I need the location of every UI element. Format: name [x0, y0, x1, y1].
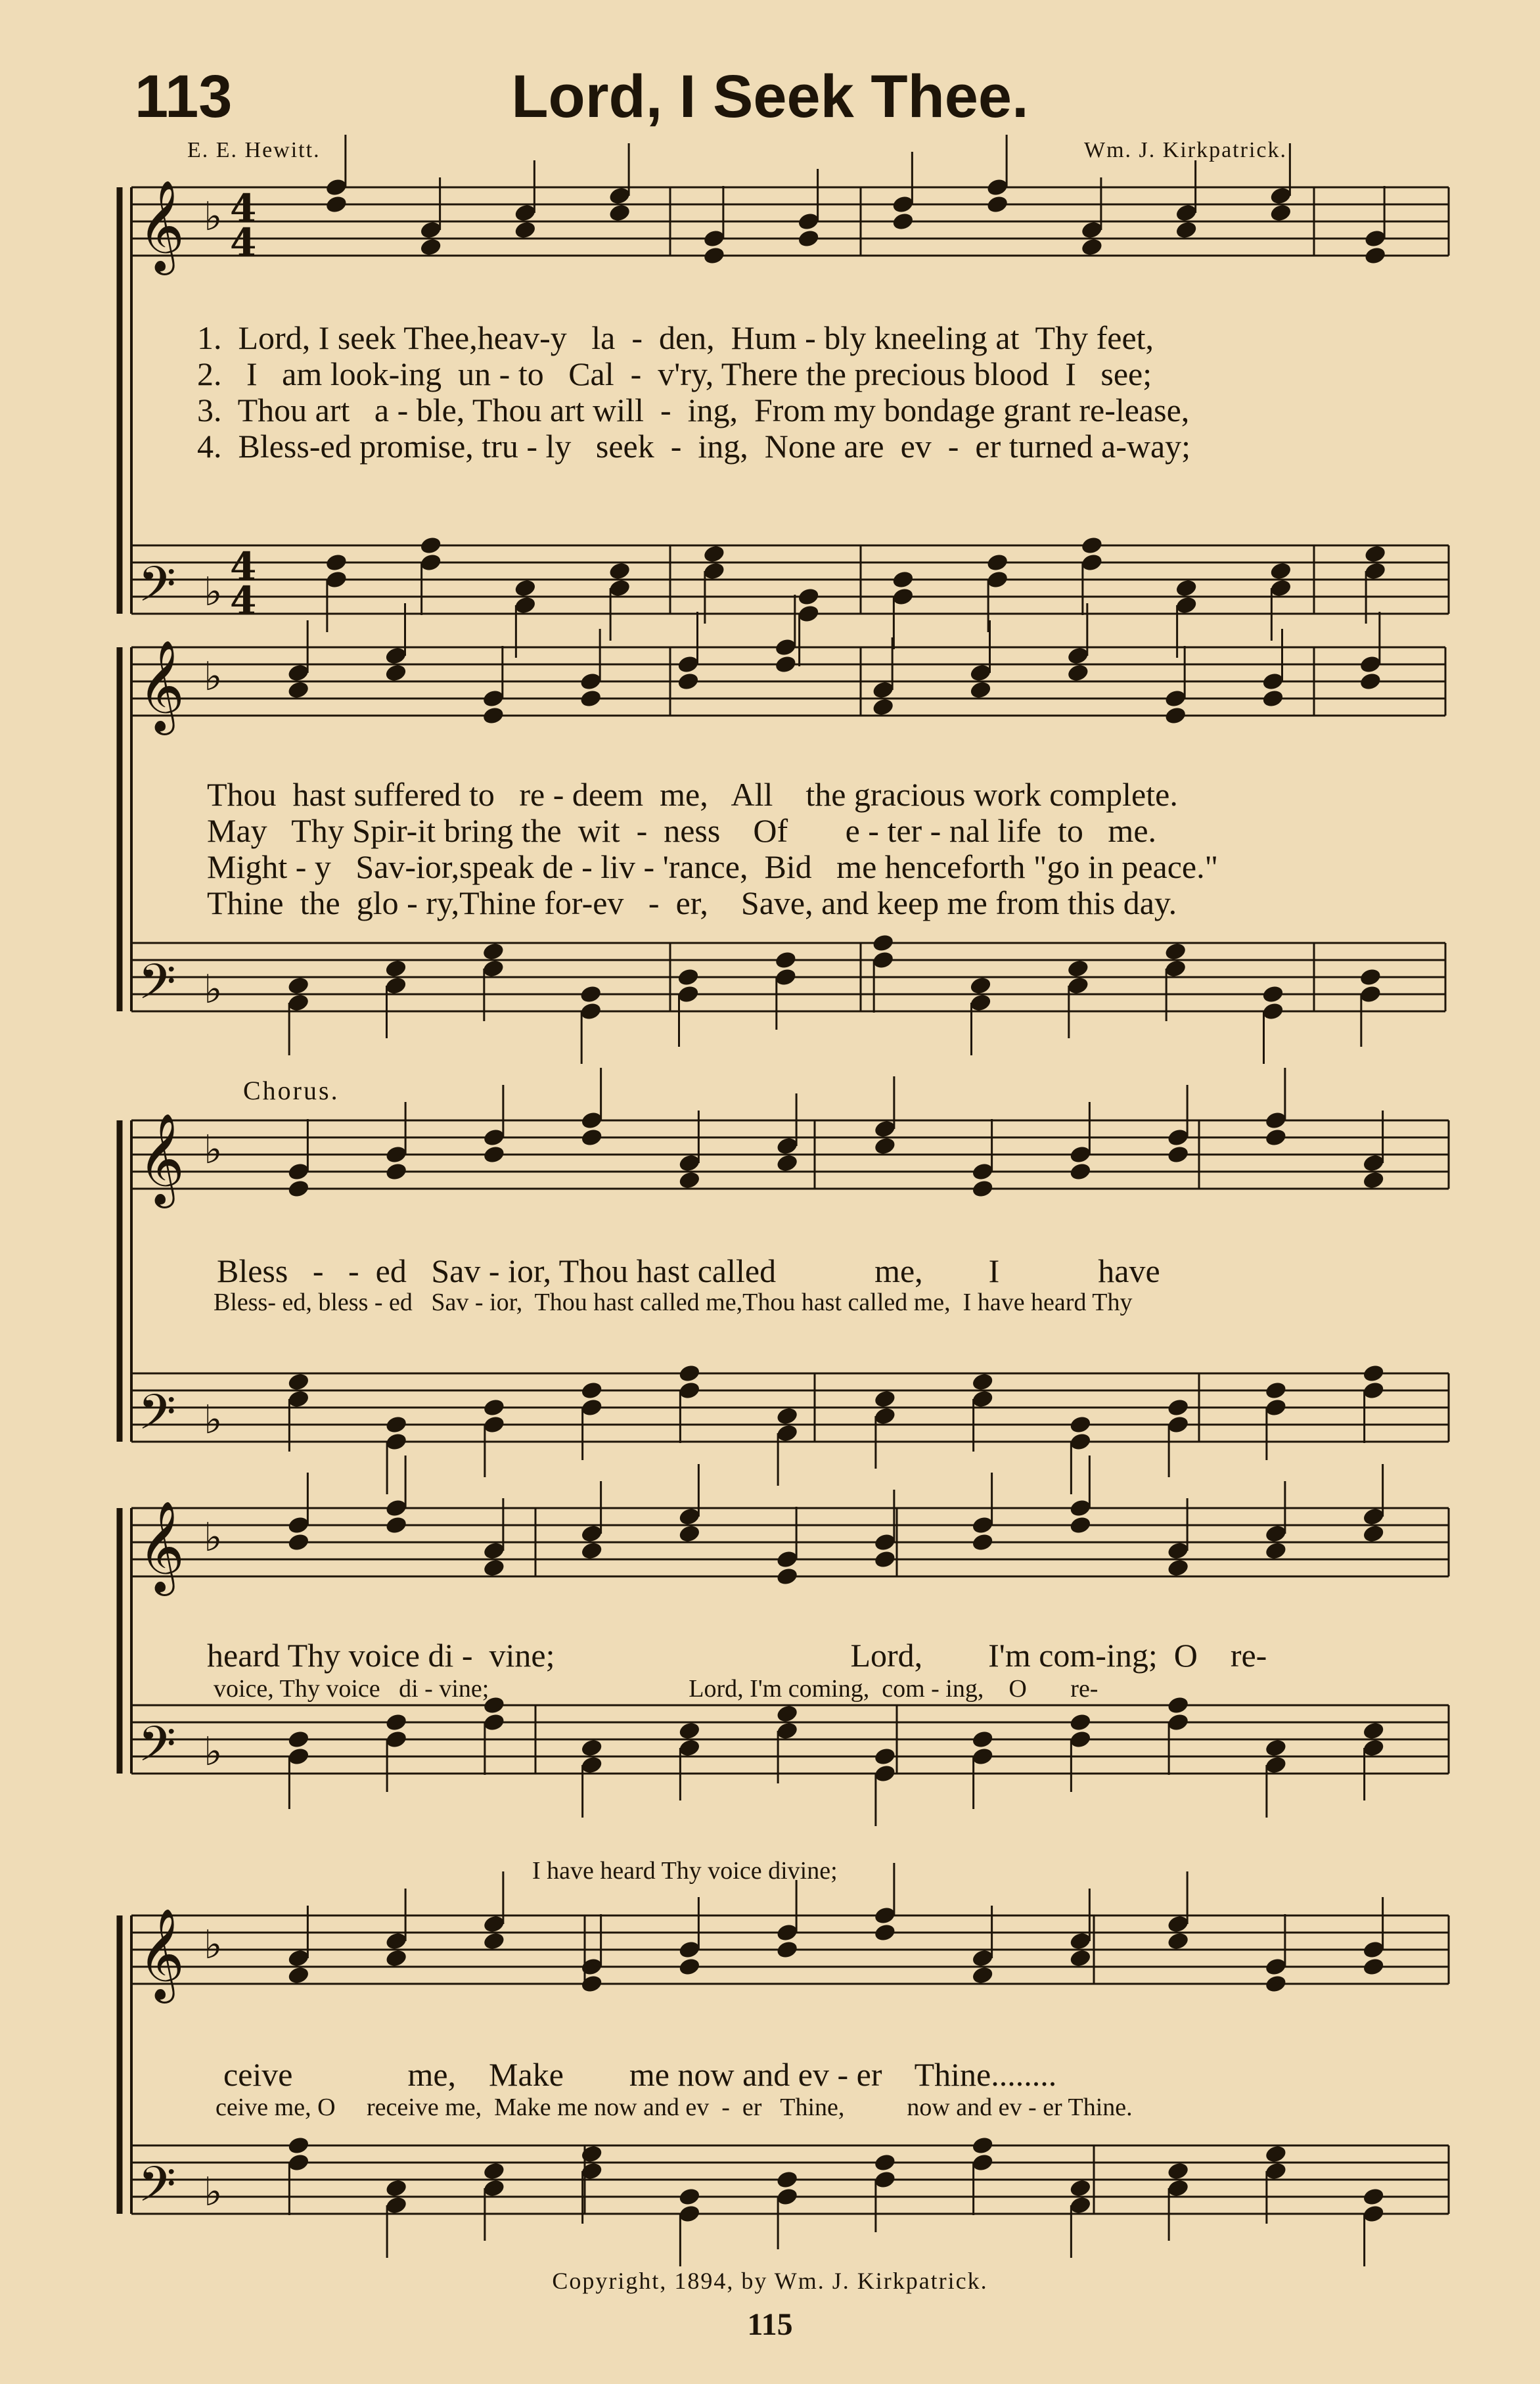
notehead: [384, 959, 408, 979]
notehead: [677, 672, 700, 692]
notehead: [286, 680, 310, 700]
notehead: [384, 1162, 408, 1182]
notehead: [287, 1730, 311, 1750]
flat-icon: ♭: [204, 654, 223, 700]
notehead: [1175, 578, 1198, 599]
notehead: [482, 1931, 506, 1952]
composer-credit: Wm. J. Kirkpatrick.: [1084, 138, 1287, 162]
chorus-line-3-alt-lyrics: ceive me, O receive me, Make me now and ev - er Thine, now and ev - er Thine.: [215, 2094, 1133, 2121]
verse-2-line-2: May Thy Spir-it bring the wit - ness Of e - ter - nal life to me.: [207, 812, 1157, 849]
notehead: [1264, 1974, 1288, 1994]
notehead: [514, 578, 537, 599]
notehead: [774, 950, 798, 971]
notehead: [1166, 1398, 1190, 1418]
notehead: [608, 561, 631, 582]
notehead: [384, 663, 408, 683]
notehead: [1269, 203, 1293, 223]
notehead: [873, 1136, 897, 1157]
notehead: [287, 2136, 311, 2156]
notehead: [873, 1923, 897, 1943]
notehead: [579, 984, 602, 1005]
notehead: [287, 1965, 311, 1986]
notehead: [797, 229, 821, 249]
flat-icon: ♭: [204, 1127, 223, 1173]
flat-icon: ♭: [204, 1729, 223, 1775]
notehead: [482, 942, 505, 962]
treble-clef-icon: 𝄞: [138, 640, 185, 731]
notehead: [775, 1704, 799, 1724]
notehead: [1069, 2178, 1093, 2199]
notehead: [580, 1738, 604, 1758]
notehead: [873, 1747, 897, 1767]
notehead: [287, 1179, 311, 1199]
treble-clef-icon: 𝄞: [138, 1908, 185, 2000]
bass-clef-icon: 𝄢: [138, 1384, 176, 1453]
treble-clef-icon: 𝄞: [138, 1501, 185, 1592]
verse-4-line-1: 4. Bless-ed promise, tru - ly seek - ing, None are ev - er turned a-way;: [197, 428, 1191, 465]
notehead: [1362, 1170, 1386, 1191]
notehead: [775, 2170, 799, 2190]
lyricist-credit: E. E. Hewitt.: [187, 138, 321, 162]
notehead: [1066, 663, 1090, 683]
notehead: [287, 1532, 311, 1553]
notehead: [775, 1567, 799, 1587]
notehead: [419, 536, 443, 556]
time-signature-top: 4: [230, 186, 257, 231]
notehead: [971, 1372, 995, 1392]
notehead: [1069, 1712, 1093, 1733]
chorus-line-1-alt-lyrics: Bless- ed, bless - ed Sav - ior, Thou hast called me,Thou hast called me, I have heard Thy: [214, 1289, 1133, 1316]
bass-clef-icon: 𝄢: [138, 953, 176, 1022]
notehead: [579, 689, 602, 709]
verse-1-line-1: 1. Lord, I seek Thee,heav-y la - den, Hum - bly kneeling at Thy feet,: [197, 319, 1154, 356]
notehead: [1080, 536, 1104, 556]
notehead: [1166, 1931, 1190, 1952]
notehead: [873, 1389, 897, 1410]
notehead: [325, 195, 348, 215]
notehead: [580, 1128, 604, 1148]
notehead: [774, 654, 798, 675]
notehead: [892, 570, 915, 590]
notehead: [384, 1948, 408, 1969]
notehead: [775, 1406, 799, 1427]
notehead: [482, 1558, 506, 1578]
chorus-line-2-bass-lyrics: I have heard Thy voice divine;: [532, 1857, 838, 1885]
notehead: [1166, 1558, 1190, 1578]
verse-3-line-2: Might - y Sav-ior,speak de - liv - 'rance, Bid me henceforth "go in peace.": [207, 848, 1219, 885]
verse-1-line-2: Thou hast suffered to re - deem me, All the gracious work complete.: [207, 776, 1178, 813]
notehead: [384, 2178, 408, 2199]
copyright-notice: Copyright, 1894, by Wm. J. Kirkpatrick.: [552, 2268, 988, 2294]
notehead: [1264, 2144, 1288, 2165]
notehead: [971, 2136, 995, 2156]
notehead: [482, 1398, 506, 1418]
verse-3-line-1: 3. Thou art a - ble, Thou art will - ing, From my bondage grant re-lease,: [197, 392, 1190, 428]
chorus-line-2-lyrics: heard Thy voice di - vine; Lord, I'm com-ing; O re-: [207, 1637, 1267, 1674]
notehead: [1166, 2161, 1190, 2182]
flat-icon: ♭: [204, 1515, 223, 1561]
time-signature-bottom: 4: [230, 578, 257, 623]
notehead: [985, 553, 1009, 573]
notehead: [873, 1549, 897, 1570]
notehead: [384, 1515, 408, 1536]
notehead: [287, 1372, 311, 1392]
notehead: [1264, 1738, 1288, 1758]
flat-icon: ♭: [204, 1397, 223, 1443]
notehead: [482, 706, 505, 726]
notehead: [871, 933, 895, 953]
notehead: [678, 1364, 702, 1384]
notehead: [971, 1532, 995, 1553]
treble-clef-icon: 𝄞: [138, 180, 185, 271]
bass-clef-icon: 𝄢: [138, 1716, 176, 1785]
flat-icon: ♭: [204, 967, 223, 1013]
notehead: [482, 2161, 506, 2182]
notehead: [971, 1730, 995, 1750]
notehead: [1080, 237, 1104, 258]
notehead: [1264, 1541, 1288, 1561]
notehead: [678, 1957, 702, 1977]
notehead: [1359, 672, 1382, 692]
notehead: [286, 976, 310, 996]
notehead: [1261, 984, 1285, 1005]
notehead: [678, 2187, 702, 2207]
notehead: [678, 1524, 702, 1544]
notehead: [325, 553, 348, 573]
hymn-title: Lord, I Seek Thee.: [511, 63, 1029, 130]
notehead: [1363, 246, 1387, 266]
chorus-line-3-lyrics: ceive me, Make me now and ev - er Thine........: [223, 2056, 1057, 2093]
notehead: [1166, 1145, 1190, 1165]
notehead: [1069, 1515, 1093, 1536]
notehead: [971, 1965, 995, 1986]
verse-4-line-2: Thine the glo - ry,Thine for-ev - er, Save, and keep me from this day.: [207, 884, 1177, 921]
verse-2-line-1: 2. I am look-ing un - to Cal - v'ry, There the precious blood I see;: [197, 355, 1152, 392]
notehead: [1069, 1948, 1093, 1969]
notehead: [1362, 1721, 1386, 1741]
notehead: [797, 587, 821, 607]
treble-clef-icon: 𝄞: [138, 1113, 185, 1204]
notehead: [580, 2144, 604, 2165]
flat-icon: ♭: [204, 1922, 223, 1968]
notehead: [678, 1721, 702, 1741]
chorus-line-2-alt-lyrics: voice, Thy voice di - vine; Lord, I'm coming, com - ing, O re-: [214, 1675, 1098, 1703]
notehead: [384, 1415, 408, 1435]
bass-clef-icon: 𝄢: [138, 556, 176, 625]
notehead: [384, 1712, 408, 1733]
notehead: [1363, 544, 1387, 564]
notehead: [775, 1940, 799, 1960]
notehead: [1261, 689, 1285, 709]
notehead: [1069, 1162, 1093, 1182]
notehead: [969, 680, 993, 700]
notehead: [1066, 959, 1090, 979]
notehead: [677, 967, 700, 988]
notehead: [1362, 1524, 1386, 1544]
notehead: [1164, 706, 1187, 726]
bass-clef-icon: 𝄢: [138, 2156, 176, 2225]
notehead: [678, 1170, 702, 1191]
notehead: [702, 544, 726, 564]
notehead: [482, 1145, 506, 1165]
notehead: [1362, 1364, 1386, 1384]
notehead: [1362, 2187, 1386, 2207]
notehead: [1264, 1381, 1288, 1401]
notehead: [1264, 1128, 1288, 1148]
notehead: [1164, 942, 1187, 962]
notehead: [1362, 1957, 1386, 1977]
notehead: [775, 1153, 799, 1174]
chorus-label: Chorus.: [243, 1076, 340, 1105]
chorus-line-1-lyrics: Bless - - ed Sav - ior, Thou hast called me, I have: [217, 1252, 1160, 1289]
notehead: [1359, 967, 1382, 988]
hymn-number: 113: [135, 63, 233, 130]
notehead: [969, 976, 993, 996]
notehead: [1175, 220, 1198, 241]
notehead: [419, 237, 443, 258]
notehead: [873, 2153, 897, 2173]
notehead: [1269, 561, 1293, 582]
notehead: [608, 203, 631, 223]
notehead: [580, 1974, 604, 1994]
notehead: [1166, 1695, 1190, 1716]
page-number: 115: [747, 2307, 793, 2342]
flat-icon: ♭: [204, 194, 223, 240]
notehead: [702, 246, 726, 266]
notehead: [580, 1541, 604, 1561]
notehead: [971, 1179, 995, 1199]
flat-icon: ♭: [204, 569, 223, 615]
notehead: [985, 195, 1009, 215]
time-signature-top: 4: [230, 544, 257, 589]
notehead: [580, 1381, 604, 1401]
notehead: [892, 212, 915, 232]
time-signature-bottom: 4: [230, 220, 257, 265]
flat-icon: ♭: [204, 2169, 223, 2215]
notehead: [1069, 1415, 1093, 1435]
notehead: [514, 220, 537, 241]
notehead: [871, 697, 895, 718]
